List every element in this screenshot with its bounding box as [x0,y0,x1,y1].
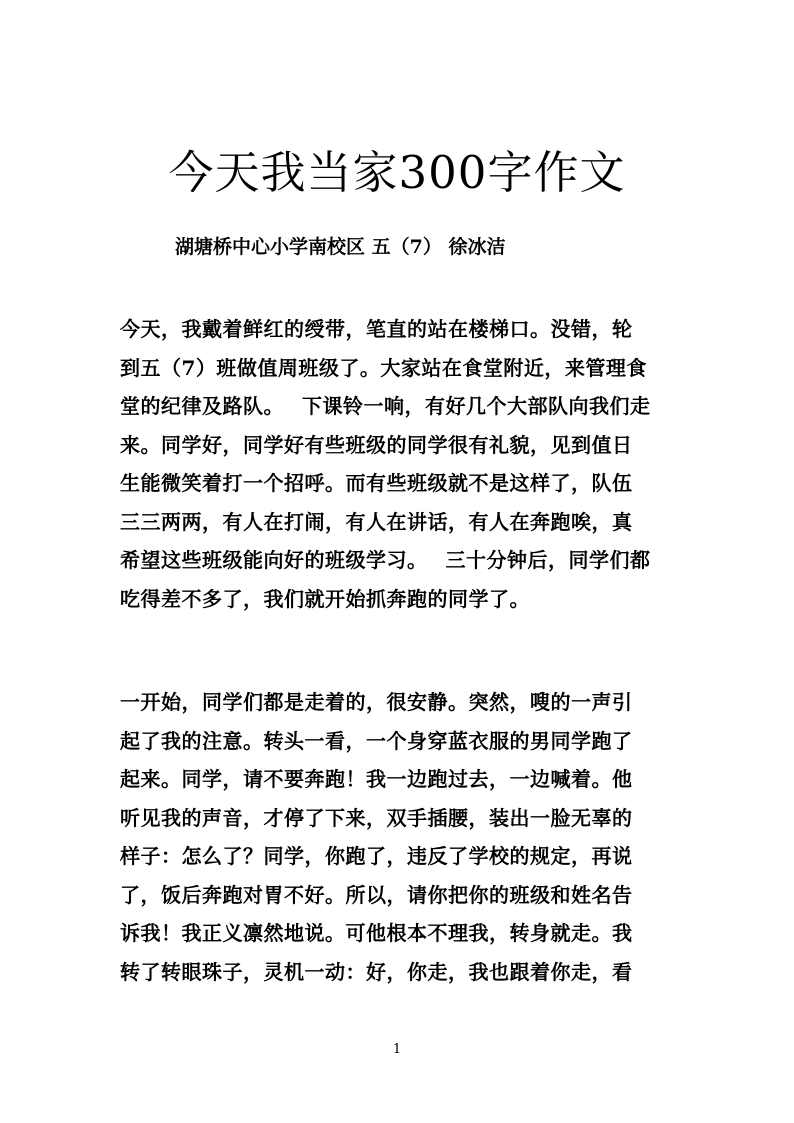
document-title: 今天我当家300字作文 [168,146,626,199]
paragraph-line: 今天，我戴着鲜红的绶带，笔直的站在楼梯口。没错，轮 [120,317,633,341]
paragraph-line: 三三两两，有人在打闹，有人在讲话，有人在奔跑唉，真 [120,509,633,534]
paragraph-line: 一开始，同学们都是走着的，很安静。突然，嗖的一声引 [120,690,633,714]
paragraph-line: 生能微笑着打一个招呼。而有些班级就不是这样了，队伍 [120,471,633,495]
paragraph-line: 诉我！我正义凛然地说。可他根本不理我，转身就走。我 [120,921,633,945]
paragraph-line: 来。同学好，同学好有些班级的同学很有礼貌，见到值日 [120,432,633,457]
paragraph-line: 转了转眼珠子，灵机一动：好，你走，我也跟着你走，看 [120,959,633,984]
page-number: 1 [392,1042,402,1057]
paragraph-line: 听见我的声音，才停了下来，双手插腰，装出一脸无辜的 [120,805,633,830]
paragraph-line: 堂的纪律及路队。 下课铃一响，有好几个大部队向我们走 [120,394,651,418]
paragraph-line: 起了我的注意。转头一看，一个身穿蓝衣服的男同学跑了 [120,728,633,753]
paragraph-line: 了，饭后奔跑对胃不好。所以，请你把你的班级和姓名告 [120,882,633,907]
author-byline: 湖塘桥中心小学南校区 五（7） 徐冰洁 [175,236,506,258]
paragraph-line: 希望这些班级能向好的班级学习。 三十分钟后，同学们都 [120,548,651,572]
paragraph-1 [120,310,680,618]
paragraph-2 [120,683,680,991]
paragraph-line: 到五（7）班做值周班级了。大家站在食堂附近，来管理食 [120,355,647,380]
paragraph-line: 样子：怎么了？同学，你跑了，违反了学校的规定，再说 [120,844,633,868]
paragraph-line: 吃得差不多了，我们就开始抓奔跑的同学了。 [120,586,530,611]
paragraph-line: 起来。同学，请不要奔跑！我一边跑过去，一边喊着。他 [120,767,633,791]
